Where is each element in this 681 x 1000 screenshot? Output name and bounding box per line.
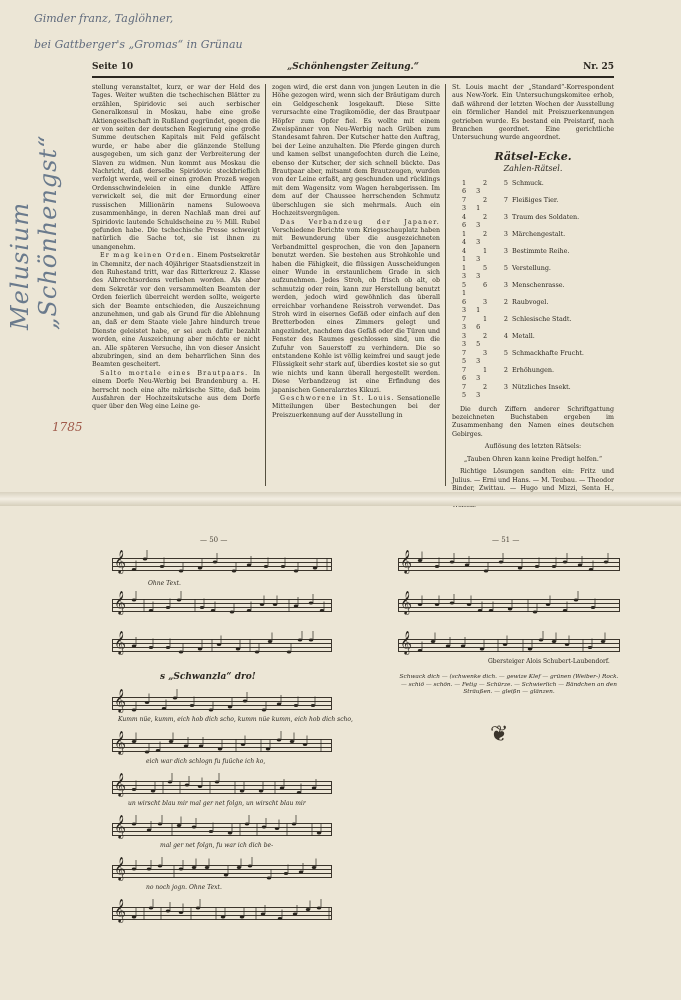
- puzzle-row-label: Schmackhafte Frucht.: [512, 348, 584, 357]
- puzzle-row-numbers: 3 2 4 3 5: [462, 331, 512, 349]
- note-head: [248, 865, 252, 868]
- music-staff: [112, 856, 332, 880]
- puzzle-title: Rätsel-Ecke.: [494, 149, 572, 163]
- note-head: [217, 643, 221, 646]
- puzzle-subtitle: Zahlen-Rätsel.: [503, 164, 563, 174]
- puzzle-row-numbers: 4 1 3 1 3: [462, 246, 512, 264]
- note-head: [563, 561, 567, 564]
- page-number: Seite 10: [92, 62, 134, 72]
- note-head: [294, 704, 298, 707]
- puzzle-row-label: Traum des Soldaten.: [512, 212, 580, 221]
- note-head: [179, 651, 183, 654]
- note-head: [132, 823, 136, 826]
- article-heading: Salto mortale eines Brautpaars.: [100, 369, 249, 377]
- note-head: [240, 790, 244, 793]
- note-head: [132, 568, 136, 571]
- note-head: [578, 564, 582, 567]
- note-head: [293, 913, 297, 916]
- note-head: [499, 561, 503, 564]
- issue-number: Nr. 25: [583, 62, 614, 72]
- treble-clef-icon: 𝄞: [114, 688, 126, 712]
- note-head: [132, 916, 136, 919]
- treble-clef-icon: 𝄞: [400, 590, 412, 614]
- note-head: [264, 565, 268, 568]
- music-page-number-right: — 51 —: [492, 536, 520, 544]
- note-head: [177, 824, 181, 827]
- note-head: [563, 609, 567, 612]
- note-head: [518, 567, 522, 570]
- music-notes: [112, 778, 332, 794]
- note-head: [198, 567, 202, 570]
- note-head: [298, 639, 302, 642]
- music-staff: [112, 549, 332, 573]
- note-head: [132, 788, 136, 791]
- note-head: [261, 913, 265, 916]
- music-notes: [398, 555, 620, 571]
- puzzle-row: [452, 247, 614, 264]
- note-head: [166, 646, 170, 649]
- puzzle-row-label: Märchengestalt.: [512, 229, 566, 238]
- note-head: [484, 570, 488, 573]
- music-staff: [112, 688, 332, 712]
- note-head: [287, 651, 291, 654]
- composer-credit: Gbersteiger Alois Schubert-Laubendorf.: [488, 658, 610, 665]
- puzzle-row-numbers: 7 2 7 3 1: [462, 195, 512, 213]
- article-column-2: [272, 84, 440, 486]
- note-head: [574, 599, 578, 602]
- puzzle-row-label: Schlesische Stadt.: [512, 314, 572, 323]
- puzzle-row: [452, 179, 614, 196]
- music-staff: [112, 814, 332, 838]
- note-head: [311, 704, 315, 707]
- note-head: [446, 645, 450, 648]
- treble-clef-icon: 𝄞: [114, 549, 126, 573]
- note-head: [241, 743, 245, 746]
- note-head: [275, 827, 279, 830]
- article-paragraph: In einem Dorfe Neu-Werbig bei Brandenburg a. H. herrscht noch eine alte märkische Sitte, daß beim Ausfahren der Hochzeitskutsche aus dem Dorfe quer über den Weg eine Leine ge-: [92, 369, 260, 411]
- music-notes: [112, 636, 332, 652]
- note-head: [132, 645, 136, 648]
- puzzle-row-label: Schmuck.: [512, 178, 544, 187]
- note-head: [199, 745, 203, 748]
- note-head: [143, 558, 147, 561]
- page-header: [92, 62, 614, 76]
- note-head: [480, 648, 484, 651]
- puzzle-row-label: Fleißiges Tier.: [512, 195, 559, 204]
- note-head: [461, 645, 465, 648]
- treble-clef-icon: 𝄞: [114, 590, 126, 614]
- note-head: [213, 561, 217, 564]
- note-head: [278, 917, 282, 920]
- puzzle-row-label: Raubvogel.: [512, 297, 549, 306]
- note-head: [156, 749, 160, 752]
- note-head: [465, 564, 469, 567]
- note-head: [247, 564, 251, 567]
- page-fold: [0, 492, 681, 506]
- note-head: [294, 605, 298, 608]
- note-head: [215, 781, 219, 784]
- handwritten-number: 1785: [52, 420, 83, 434]
- note-head: [173, 697, 177, 700]
- note-head: [535, 565, 539, 568]
- note-head: [268, 640, 272, 643]
- note-head: [604, 561, 608, 564]
- puzzle-row-numbers: 6 3 2 3 1: [462, 297, 512, 315]
- note-head: [145, 751, 149, 754]
- note-head: [262, 826, 266, 829]
- note-head: [209, 830, 213, 833]
- note-head: [539, 639, 543, 642]
- note-head: [273, 603, 277, 606]
- note-head: [284, 872, 288, 875]
- puzzle-row: [452, 383, 614, 400]
- puzzle-row-numbers: 1 2 3 4 3: [462, 229, 512, 247]
- note-head: [160, 565, 164, 568]
- note-head: [317, 907, 321, 910]
- lyric-line: Ohne Text.: [148, 580, 181, 587]
- handwritten-note-line1: Gimder franz, Taglöhner,: [34, 12, 174, 25]
- puzzle-row-numbers: 1 5 5 3 3: [462, 263, 512, 281]
- note-head: [297, 791, 301, 794]
- music-notes: [112, 555, 332, 571]
- note-head: [292, 823, 296, 826]
- handwritten-side-note: Melusium „Schönhengst“: [6, 134, 62, 330]
- article-paragraph: zogen wird, die erst dann von jungen Leuten in die Höhe gezogen wird, wenn sich der Bräutigam durch ein Geldgeschenk losgekauft. Diese Sitte verursachte eine Tragikomödie, der das Brautpaar Höpfer zum Opfer fiel. Es wollte mit einem Zweispänner von Neu-Werbig nach Grüben zum Standesamt fahren. Der Kutscher hatte den Auftrag, bei der Leine anzuhalten. Die Pferde gingen durch und kamen selbst unangefochten durch die Leine, ebenso der Kutscher, der sich schnell bückte. Das Brautpaar aber, mitsamt dem Brautzeugen, wurden von der Leine erfaßt, arg geschunden und rücklings mit dem Wagensitz vom Wagen herabgerissen. Im dem auf der Chaussee herrschenden Schmutz überschlugen sie sich mehrmals. Auch ein Hochzeitsvergnügen.: [272, 84, 440, 218]
- note-head: [552, 640, 556, 643]
- note-head: [450, 561, 454, 564]
- note-head: [151, 790, 155, 793]
- note-head: [299, 871, 303, 874]
- note-head: [418, 649, 422, 652]
- puzzle-rows: [452, 179, 614, 400]
- note-head: [198, 785, 202, 788]
- music-notes: [398, 596, 620, 612]
- music-notes: [112, 736, 332, 752]
- lyric-line: un wirscht blau mir mal ger net folgn, un wirscht blau mir: [128, 800, 306, 807]
- puzzle-row-label: Bestimmte Reihe.: [512, 246, 570, 255]
- music-notes: [112, 596, 332, 612]
- note-head: [262, 709, 266, 712]
- note-head: [418, 559, 422, 562]
- note-head: [185, 784, 189, 787]
- note-head: [169, 740, 173, 743]
- puzzle-row-label: Metall.: [512, 331, 535, 340]
- note-head: [418, 603, 422, 606]
- note-head: [200, 606, 204, 609]
- note-head: [450, 602, 454, 605]
- note-head: [508, 608, 512, 611]
- note-head: [277, 739, 281, 742]
- treble-clef-icon: 𝄞: [114, 856, 126, 880]
- note-head: [179, 570, 183, 573]
- note-head: [245, 823, 249, 826]
- note-head: [467, 603, 471, 606]
- article-paragraph: St. Louis macht der „Standard“-Korrespondent aus New-York. Ein Untersuchungskomitee erhob, daß während der letzten Wochen der Ausstellung ein förmlicher Handel mit Preiszuerkennungen getrieben wurde. Es bestand ein Preistarif, nach Branchen geordnet. Eine gerichtliche Untersuchung wurde angeordnet.: [452, 84, 614, 142]
- puzzle-row-numbers: 7 3 5 5 3: [462, 348, 512, 366]
- note-head: [192, 866, 196, 869]
- music-notes: [112, 904, 332, 920]
- puzzle-row: [452, 281, 614, 298]
- note-head: [230, 611, 234, 614]
- music-staff: [398, 630, 620, 654]
- note-head: [236, 648, 240, 651]
- treble-clef-icon: 𝄞: [114, 630, 126, 654]
- puzzle-row: [452, 213, 614, 230]
- note-head: [309, 639, 313, 642]
- music-staff: [398, 549, 620, 573]
- note-head: [528, 648, 532, 651]
- music-staff: [112, 730, 332, 754]
- puzzle-row: [452, 264, 614, 281]
- note-head: [591, 606, 595, 609]
- song-title: s „Schwanzla“ dro!: [160, 672, 256, 682]
- note-head: [228, 832, 232, 835]
- puzzle-row-label: Verstellung.: [512, 263, 551, 272]
- note-head: [158, 865, 162, 868]
- note-head: [237, 866, 241, 869]
- note-head: [145, 701, 149, 704]
- treble-clef-icon: 𝄞: [114, 898, 126, 922]
- note-head: [158, 823, 162, 826]
- note-head: [205, 866, 209, 869]
- column-divider: [265, 84, 266, 486]
- puzzle-instructions: Die durch Ziffern anderer Schriftgattung bezeichneten Buchstaben ergeben im Zusammenhang den Namen eines deutschen Gebirges.: [452, 405, 614, 438]
- music-notes: [112, 694, 332, 710]
- article-paragraph: Sensationelle Mitteilungen über Bestechungen bei der Preiszuerkennung auf der Ausstellung in: [272, 395, 440, 419]
- note-head: [132, 868, 136, 871]
- puzzle-row: [452, 332, 614, 349]
- treble-clef-icon: 𝄞: [114, 730, 126, 754]
- puzzle-row: [452, 298, 614, 315]
- music-staff: [112, 898, 332, 922]
- music-staff: [112, 590, 332, 614]
- note-head: [211, 609, 215, 612]
- note-head: [552, 565, 556, 568]
- note-head: [303, 743, 307, 746]
- note-head: [132, 599, 136, 602]
- note-head: [243, 700, 247, 703]
- article-column-1: [92, 84, 260, 486]
- music-page-number-left: — 50 —: [200, 536, 228, 544]
- note-head: [192, 826, 196, 829]
- note-head: [312, 866, 316, 869]
- footnote: Schwack dich — (schwenke dich. — gewize Klef — grünen (Weiber-) Rock. — schiö — schön. — Fetig — Schürze. — Schwierlich — Bändchen an den Sträußen. — gleißn — glänzen.: [399, 674, 619, 696]
- puzzle-row-label: Menschenrasse.: [512, 280, 565, 289]
- note-head: [132, 709, 136, 712]
- note-head: [247, 609, 251, 612]
- newspaper-title: „Schönhengster Zeitung.“: [287, 62, 419, 72]
- puzzle-row-numbers: 1 2 5 6 3: [462, 178, 512, 196]
- note-head: [149, 907, 153, 910]
- note-head: [277, 703, 281, 706]
- note-head: [588, 646, 592, 649]
- note-head: [565, 643, 569, 646]
- note-head: [281, 565, 285, 568]
- header-rule: [92, 76, 614, 78]
- puzzle-row: [452, 230, 614, 247]
- treble-clef-icon: 𝄞: [114, 814, 126, 838]
- note-head: [166, 910, 170, 913]
- music-notes: [398, 636, 620, 652]
- puzzle-row-numbers: 7 1 2 6 3: [462, 365, 512, 383]
- treble-clef-icon: 𝄞: [114, 772, 126, 796]
- music-notes: [112, 862, 332, 878]
- note-head: [184, 745, 188, 748]
- note-head: [259, 790, 263, 793]
- article-paragraph: Verschiedene Berichte vom Kriegsschauplatz haben mit Bewunderung über die ausgezeichneten Verbandmittel gesprochen, die von den Japanern benutzt werden. Sie bestehen aus Strohkohle und haben die Fähigkeit, die flüssigen Ausscheidungen einer Wunde in erstaunlichem Grade in sich aufzunehmen. Jedes Stroh, ob frisch ob alt, ob schmutzig oder rein, kann zur Herstellung benutzt werden, jedoch wird gewöhnlich das überall erreichbar vorhandene Reisstroh verwendet. Das Stroh wird in eisernes Gefäß oder einfach auf den Bretterboden eines Zimmers gelegt und angezündet, nachdem das Gefäß oder die Türen und Fenster des Raumes geschlossen sind, um die Zufuhr von Sauerstoff zu verhindern. Die so entstandene Kohle ist völlig keimfrei und saugt jede Flüssigkeit sehr stark auf, überdies kostet sie so gut wie nichts und kann überall hergestellt werden. Diese Verbandzeug ist eine Erfindung des japanischen Generalarztes Kikuzi.: [272, 226, 440, 394]
- note-head: [312, 787, 316, 790]
- ornament-icon: ❦: [490, 722, 509, 747]
- note-head: [149, 646, 153, 649]
- note-head: [313, 567, 317, 570]
- note-head: [260, 603, 264, 606]
- music-staff: [398, 590, 620, 614]
- article-column-3: [452, 84, 614, 492]
- note-head: [218, 748, 222, 751]
- note-head: [435, 603, 439, 606]
- note-head: [267, 877, 271, 880]
- article-heading: Er mag keinen Orden.: [100, 252, 196, 260]
- note-head: [601, 640, 605, 643]
- lyric-line: Kumm nüe, kumm, eich hob dich scho, kumm nüe kumm, eich hob dich scho,: [118, 716, 353, 723]
- note-head: [162, 707, 166, 710]
- music-staff: [112, 772, 332, 796]
- note-head: [489, 609, 493, 612]
- note-head: [221, 916, 225, 919]
- note-head: [478, 609, 482, 612]
- note-head: [179, 911, 183, 914]
- solution-heading: Auflösung des letzten Rätsels:: [484, 443, 582, 451]
- puzzle-row: [452, 366, 614, 383]
- note-head: [255, 651, 259, 654]
- article-heading: Geschworene in St. Louis.: [280, 395, 395, 403]
- note-head: [589, 568, 593, 571]
- note-head: [147, 868, 151, 871]
- music-notes: [112, 820, 332, 836]
- puzzle-row-numbers: 7 2 3 5 3: [462, 382, 512, 400]
- column-divider: [445, 84, 446, 486]
- note-head: [132, 740, 136, 743]
- note-head: [546, 603, 550, 606]
- solvers-list: Richtige Lösungen sandten ein: Fritz und Julius. — Erni und Hans. — M. Teubau. — Theodor Binder, Zwittau. — Hugo und Mizzi, Senta H.,: [452, 468, 614, 492]
- treble-clef-icon: 𝄞: [400, 549, 412, 573]
- note-head: [149, 609, 153, 612]
- note-head: [290, 740, 294, 743]
- puzzle-row-numbers: 7 1 2 3 6: [462, 314, 512, 332]
- note-head: [320, 609, 324, 612]
- handwritten-note-line2: bei Gattberger's „Gromas“ in Grünau: [34, 38, 243, 51]
- note-head: [503, 643, 507, 646]
- lyric-line: no noch jogn. Ohne Text.: [146, 884, 222, 891]
- article-paragraph: Einem Postsekretär in Chemnitz, der nach 40jähriger Staatsdienstzeit in den Ruhestand tritt, war das Ritterkreuz 2. Klasse des Albrechtsordens verliehen worden. Als aber dem Sekretär vor den versammelten Beamten der Orden feierlich überreicht werden sollte, weigerte sich der Beamte entschieden, die Auszeichnung anzunehmen, und gab als Grund für die Ablehnung an, daß er dem Staate viele Jahre hindurch treue Dienste geleistet habe, er sei auch dafür bezahlt worden, eine Auszeichnung aber möchte er nicht an. Alle späteren Versuche, ihn von dieser Ansicht abzubringen, sind an dem beharrlichen Sinn des Beamten gescheitert.: [92, 252, 260, 369]
- note-head: [228, 706, 232, 709]
- note-head: [147, 829, 151, 832]
- lyric-line: mal ger net folgn, fu war ich dich be-: [160, 842, 274, 849]
- puzzle-row-numbers: 5 6 3 1: [462, 280, 512, 298]
- lyric-line: eich war dich schlogn fu fuüche ich ko,: [146, 758, 266, 765]
- note-head: [280, 787, 284, 790]
- note-head: [224, 874, 228, 877]
- note-head: [179, 868, 183, 871]
- treble-clef-icon: 𝄞: [400, 630, 412, 654]
- note-head: [266, 748, 270, 751]
- note-head: [435, 565, 439, 568]
- article-paragraph: stellung veranstaltet, kurz, er war der Held des Tages. Weiter wußten die tschechischen Blätter zu erzählen, Spiridovic sei auch serbischer Generalkonsul in Moskau, habe eine große Aktiengesellschaft in Rußland gegründet, gegen die er von seiten der deutschen Regierung eine große Summe deutschen Kapitals mit Feld gefälscht wurde, er habe aber die glänzende Stellung ausgegeben, um sich ganz der Verbreiterung der Slaven zu widmen. Nun kommt aus Moskau die Nachricht, daß derselbe Spiridovic steckbrieflich verfolgt werde, weil er einen großen Prozeß wegen Ordensschwindeleien in eine dunkle Affäre verwickelt sei, die mit der Ermordung einer russischen Millionärin namens Sulowoeva zusammenhänge, in deren Nachlaß man drei auf Spiridovic lautende Schuldscheine zu ½ Mill. Rubel gefunden habe. Die tschechische Presse schweigt natürlich die Sache tot, sie ist ihnen zu unangenehm.: [92, 84, 260, 251]
- note-head: [196, 907, 200, 910]
- note-head: [431, 640, 435, 643]
- music-staff: [112, 630, 332, 654]
- note-head: [190, 704, 194, 707]
- note-head: [232, 570, 236, 573]
- note-head: [209, 709, 213, 712]
- puzzle-row-numbers: 4 2 3 6 3: [462, 212, 512, 230]
- note-head: [198, 648, 202, 651]
- note-head: [240, 916, 244, 919]
- note-head: [306, 908, 310, 911]
- puzzle-row-label: Nützliches Insekt.: [512, 382, 571, 391]
- note-head: [177, 599, 181, 602]
- note-head: [533, 611, 537, 614]
- note-head: [317, 832, 321, 835]
- article-heading: Das Verbandzeug der Japaner.: [280, 218, 440, 226]
- note-head: [294, 570, 298, 573]
- puzzle-row: [452, 315, 614, 332]
- note-head: [309, 602, 313, 605]
- note-head: [166, 606, 170, 609]
- note-head: [168, 781, 172, 784]
- puzzle-row-label: Erhöhungen.: [512, 365, 555, 374]
- puzzle-row: [452, 196, 614, 213]
- puzzle-row: [452, 349, 614, 366]
- solution-text: „Tauben Ohren kann keine Predigt helfen.“: [463, 455, 603, 463]
